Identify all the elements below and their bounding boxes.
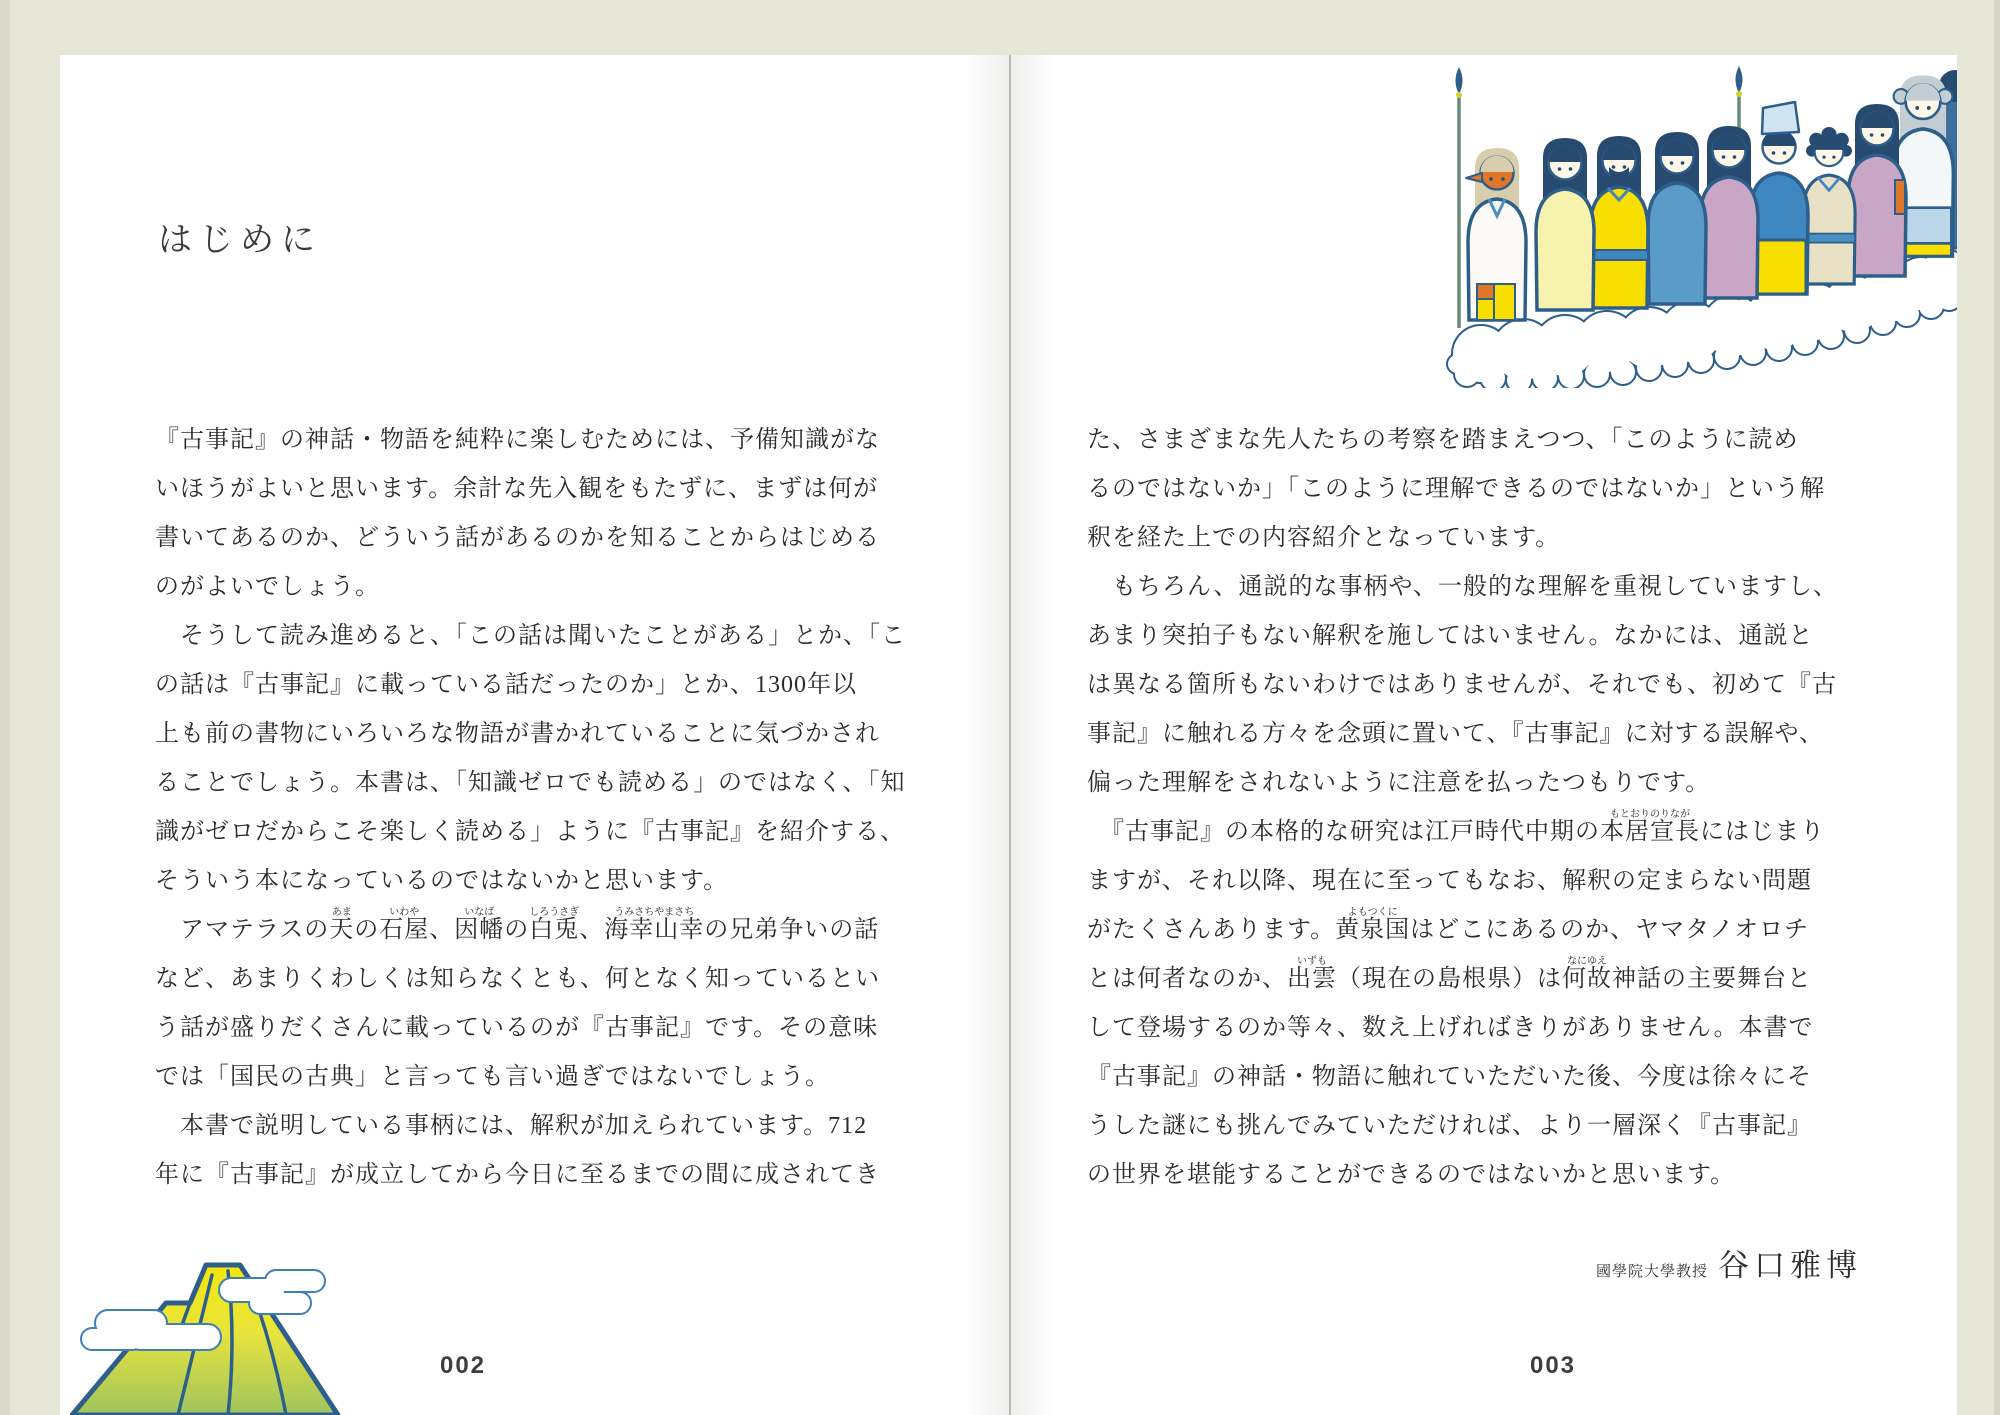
author-signature [1340,1240,1862,1285]
ruby-annotated-word: 本居宣長もとおりのりなが [1600,809,1700,845]
ruby-annotated-word: 黄泉国よもつくに [1335,907,1411,943]
text-line: うした謎にも挑んでみていただければ、より一層深く『古事記』 [1087,1113,1812,1139]
ruby-annotated-word: 天あま [329,907,355,943]
text-line: そういう本になっているのではないかと思います。 [155,868,729,894]
text-line: 上も前の書物にいろいろな物語が書かれていることに気づかされ [155,721,880,747]
text-line: アマテラスの天あまの石屋いわや、因幡いなばの白兎しろうさぎ、海幸山幸うみさちやまさちの兄弟争いの話 [155,907,880,943]
text-line: ますが、それ以降、現在に至ってもなお、解釈の定まらない問題 [1087,868,1812,894]
text-line: 『古事記』の本格的な研究は江戸時代中期の本居宣長もとおりのりながにはじまり [1087,809,1825,845]
text-line: 識がゼロだからこそ楽しく読める」ように『古事記』を紹介する、 [155,819,905,845]
text-line: では「国民の古典」と言っても言い過ぎではないでしょう。 [155,1064,830,1090]
spine-shadow-left [967,55,1009,1415]
figure-yellow-beard [1590,136,1648,308]
text-line: るのではないか」「このように理解できるのではないか」という解 [1087,476,1825,502]
author-name: 谷口雅博 [1718,1248,1862,1283]
ruby-annotated-word: 因幡いなば [454,907,505,943]
text-line: など、あまりくわしくは知らなくとも、何となく知っているとい [155,966,880,992]
text-line: 偏った理解をされないように注意を払ったつもりです。 [1087,770,1711,796]
procession-on-cloud-illustration [1437,58,1957,388]
figure-tengu-spear [1456,67,1527,328]
page-spine-divider [1009,55,1011,1415]
text-line: 書いてあるのか、どういう話があるのかを知ることからはじめる [155,525,880,551]
text-line: う話が盛りだくさんに載っているのが『古事記』です。その意味 [155,1015,879,1041]
text-line: 『古事記』の神話・物語に触れていただいた後、今度は徐々にそ [1087,1064,1812,1090]
text-line: そうして読み進めると、「この話は聞いたことがある」とか、「こ [155,623,906,649]
text-line: もちろん、通説的な事柄や、一般的な理解を重視していますし、 [1087,574,1838,600]
text-line: とは何者なのか、出雲いずも（現在の島根県）は何故なにゆえ神話の主要舞台と [1087,956,1812,992]
right-page-body-text [1087,416,1867,1200]
author-affiliation: 國學院大學教授 [1595,1263,1708,1280]
left-edge-shade [0,0,10,1415]
text-line: の話は『古事記』に載っている話だったのか」とか、1300年以 [155,672,857,698]
ruby-annotated-word: 出雲いずも [1287,956,1337,992]
ruby-annotated-word: 何故なにゆえ [1562,956,1612,992]
text-line: いほうがよいと思います。余計な先入観をもたずに、まずは何が [155,476,879,502]
ruby-annotated-word: 石屋いわや [379,907,430,943]
text-line: 事記』に触れる方々を念頭に置いて、『古事記』に対する誤解や、 [1087,721,1825,747]
ruby-annotated-word: 白兎しろうさぎ [529,907,580,943]
right-edge-shade [1994,0,2000,1415]
text-line: して登場するのか等々、数え上げればきりがありません。本書で [1087,1015,1814,1041]
text-line: の世界を堪能することができるのではないかと思います。 [1087,1162,1736,1188]
figure-child-beige [1803,127,1855,284]
text-line: た、さまざまな先人たちの考察を踏まえつつ、「このように読め [1087,427,1799,453]
text-line: 年に『古事記』が成立してから今日に至るまでの間に成されてき [155,1162,880,1188]
text-line: がたくさんあります。黄泉国よもつくにはどこにあるのか、ヤマタノオロチ [1087,907,1810,943]
figure-lilac-1 [1700,126,1758,298]
text-line: あまり突拍子もない解釈を施してはいません。なかには、通説と [1087,623,1814,649]
spine-shadow-right [1011,55,1053,1415]
figure-pale-yellow [1536,138,1594,310]
mountain-illustration [70,1249,350,1415]
ruby-annotated-word: 海幸山幸うみさちやまさち [604,907,705,943]
page-number-right: 003 [1529,1352,1577,1379]
text-line: のがよいでしょう。 [155,574,380,600]
text-line: 釈を経た上での内容紹介となっています。 [1087,525,1561,551]
chapter-title: はじめに [158,221,322,259]
text-line: ることでしょう。本書は、「知識ゼロでも読める」のではなく、「知 [155,770,906,796]
left-page-body-text [155,416,935,1200]
text-line: 『古事記』の神話・物語を純粋に楽しむためには、予備知識がな [155,427,880,453]
text-line: 本書で説明している事柄には、解釈が加えられています。712 [155,1113,868,1139]
text-line: は異なる箇所もないわけではありませんが、それでも、初めて『古 [1087,672,1837,698]
page-number-left: 002 [439,1352,487,1379]
figure-blue-woman [1648,132,1706,304]
